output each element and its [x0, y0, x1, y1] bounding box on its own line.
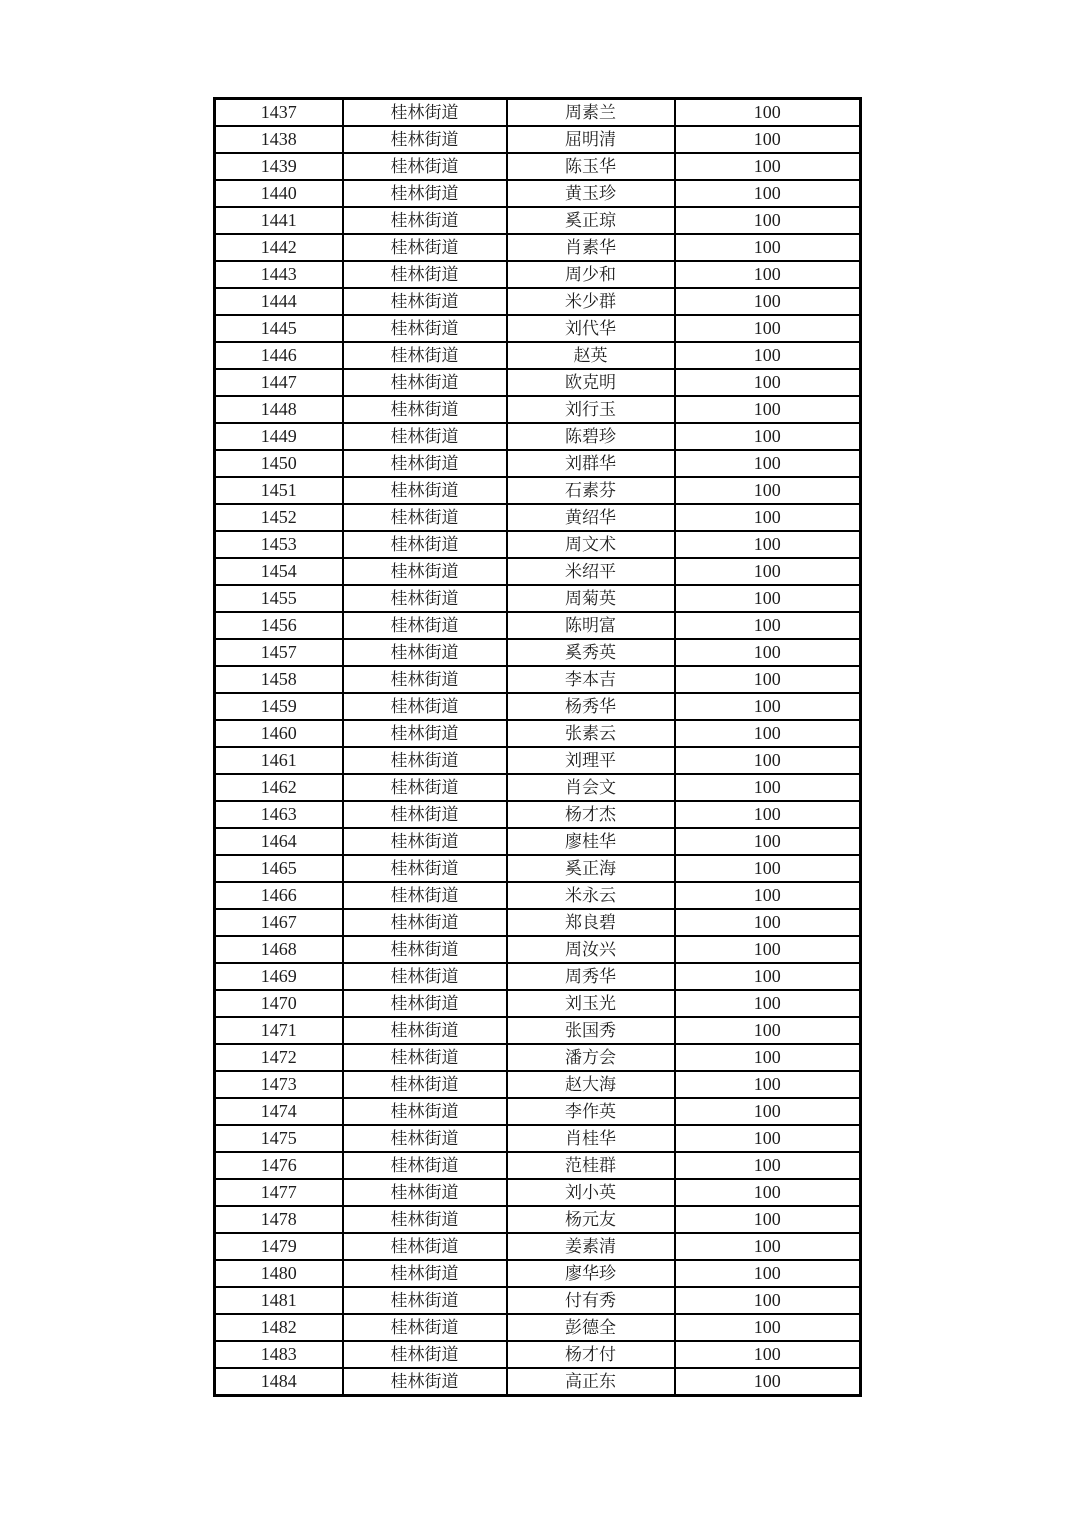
name-cell: 付有秀 [507, 1287, 675, 1314]
table-row [215, 396, 861, 423]
row-number-cell: 1484 [215, 1368, 343, 1396]
score-cell: 100 [675, 990, 861, 1017]
table-row [215, 1125, 861, 1152]
street-cell: 桂林街道 [343, 153, 507, 180]
street-cell: 桂林街道 [343, 747, 507, 774]
name-cell: 刘理平 [507, 747, 675, 774]
score-cell: 100 [675, 1233, 861, 1260]
street-cell: 桂林街道 [343, 855, 507, 882]
roster-table-body [215, 99, 861, 1396]
name-cell: 奚正琼 [507, 207, 675, 234]
name-cell: 刘代华 [507, 315, 675, 342]
table-row [215, 477, 861, 504]
score-cell: 100 [675, 99, 861, 127]
table-row [215, 531, 861, 558]
street-cell: 桂林街道 [343, 720, 507, 747]
row-number-cell: 1461 [215, 747, 343, 774]
table-row [215, 774, 861, 801]
street-cell: 桂林街道 [343, 1179, 507, 1206]
score-cell: 100 [675, 1152, 861, 1179]
table-row [215, 801, 861, 828]
score-cell: 100 [675, 882, 861, 909]
street-cell: 桂林街道 [343, 801, 507, 828]
score-cell: 100 [675, 315, 861, 342]
name-cell: 郑良碧 [507, 909, 675, 936]
name-cell: 潘方会 [507, 1044, 675, 1071]
roster-table [213, 97, 862, 1397]
score-cell: 100 [675, 639, 861, 666]
name-cell: 陈碧珍 [507, 423, 675, 450]
table-row [215, 234, 861, 261]
table-row [215, 585, 861, 612]
name-cell: 肖素华 [507, 234, 675, 261]
score-cell: 100 [675, 936, 861, 963]
name-cell: 周素兰 [507, 99, 675, 127]
row-number-cell: 1447 [215, 369, 343, 396]
table-row [215, 1071, 861, 1098]
table-row [215, 423, 861, 450]
street-cell: 桂林街道 [343, 315, 507, 342]
name-cell: 廖桂华 [507, 828, 675, 855]
street-cell: 桂林街道 [343, 369, 507, 396]
name-cell: 米少群 [507, 288, 675, 315]
score-cell: 100 [675, 531, 861, 558]
row-number-cell: 1454 [215, 558, 343, 585]
row-number-cell: 1452 [215, 504, 343, 531]
table-row [215, 99, 861, 127]
name-cell: 黄玉珍 [507, 180, 675, 207]
name-cell: 周菊英 [507, 585, 675, 612]
street-cell: 桂林街道 [343, 828, 507, 855]
row-number-cell: 1477 [215, 1179, 343, 1206]
row-number-cell: 1462 [215, 774, 343, 801]
table-row [215, 1341, 861, 1368]
table-row [215, 369, 861, 396]
score-cell: 100 [675, 1206, 861, 1233]
row-number-cell: 1448 [215, 396, 343, 423]
street-cell: 桂林街道 [343, 585, 507, 612]
table-row [215, 666, 861, 693]
name-cell: 杨秀华 [507, 693, 675, 720]
score-cell: 100 [675, 234, 861, 261]
street-cell: 桂林街道 [343, 396, 507, 423]
name-cell: 刘小英 [507, 1179, 675, 1206]
table-row [215, 1368, 861, 1396]
row-number-cell: 1444 [215, 288, 343, 315]
table-row [215, 882, 861, 909]
row-number-cell: 1440 [215, 180, 343, 207]
street-cell: 桂林街道 [343, 261, 507, 288]
name-cell: 杨才杰 [507, 801, 675, 828]
street-cell: 桂林街道 [343, 450, 507, 477]
row-number-cell: 1469 [215, 963, 343, 990]
street-cell: 桂林街道 [343, 639, 507, 666]
row-number-cell: 1476 [215, 1152, 343, 1179]
street-cell: 桂林街道 [343, 666, 507, 693]
row-number-cell: 1455 [215, 585, 343, 612]
street-cell: 桂林街道 [343, 909, 507, 936]
score-cell: 100 [675, 963, 861, 990]
street-cell: 桂林街道 [343, 1260, 507, 1287]
street-cell: 桂林街道 [343, 423, 507, 450]
table-row [215, 909, 861, 936]
street-cell: 桂林街道 [343, 477, 507, 504]
street-cell: 桂林街道 [343, 1125, 507, 1152]
score-cell: 100 [675, 1179, 861, 1206]
row-number-cell: 1467 [215, 909, 343, 936]
table-row [215, 180, 861, 207]
name-cell: 周汝兴 [507, 936, 675, 963]
row-number-cell: 1482 [215, 1314, 343, 1341]
table-row [215, 450, 861, 477]
row-number-cell: 1481 [215, 1287, 343, 1314]
row-number-cell: 1473 [215, 1071, 343, 1098]
name-cell: 刘玉光 [507, 990, 675, 1017]
name-cell: 周少和 [507, 261, 675, 288]
table-row [215, 207, 861, 234]
row-number-cell: 1446 [215, 342, 343, 369]
score-cell: 100 [675, 909, 861, 936]
table-row [215, 1233, 861, 1260]
row-number-cell: 1460 [215, 720, 343, 747]
score-cell: 100 [675, 1071, 861, 1098]
name-cell: 陈玉华 [507, 153, 675, 180]
score-cell: 100 [675, 666, 861, 693]
name-cell: 赵英 [507, 342, 675, 369]
table-row [215, 261, 861, 288]
street-cell: 桂林街道 [343, 1017, 507, 1044]
score-cell: 100 [675, 126, 861, 153]
table-row [215, 1206, 861, 1233]
table-row [215, 963, 861, 990]
score-cell: 100 [675, 450, 861, 477]
street-cell: 桂林街道 [343, 1233, 507, 1260]
street-cell: 桂林街道 [343, 882, 507, 909]
row-number-cell: 1479 [215, 1233, 343, 1260]
street-cell: 桂林街道 [343, 531, 507, 558]
name-cell: 杨元友 [507, 1206, 675, 1233]
score-cell: 100 [675, 558, 861, 585]
name-cell: 彭德全 [507, 1314, 675, 1341]
row-number-cell: 1441 [215, 207, 343, 234]
street-cell: 桂林街道 [343, 1368, 507, 1396]
score-cell: 100 [675, 180, 861, 207]
street-cell: 桂林街道 [343, 1314, 507, 1341]
street-cell: 桂林街道 [343, 1287, 507, 1314]
row-number-cell: 1470 [215, 990, 343, 1017]
score-cell: 100 [675, 261, 861, 288]
street-cell: 桂林街道 [343, 288, 507, 315]
score-cell: 100 [675, 774, 861, 801]
name-cell: 周文术 [507, 531, 675, 558]
table-row [215, 828, 861, 855]
name-cell: 奚秀英 [507, 639, 675, 666]
row-number-cell: 1471 [215, 1017, 343, 1044]
score-cell: 100 [675, 693, 861, 720]
row-number-cell: 1458 [215, 666, 343, 693]
row-number-cell: 1465 [215, 855, 343, 882]
name-cell: 陈明富 [507, 612, 675, 639]
name-cell: 米绍平 [507, 558, 675, 585]
street-cell: 桂林街道 [343, 504, 507, 531]
row-number-cell: 1474 [215, 1098, 343, 1125]
table-row [215, 612, 861, 639]
name-cell: 石素芬 [507, 477, 675, 504]
table-row [215, 153, 861, 180]
row-number-cell: 1459 [215, 693, 343, 720]
name-cell: 屈明清 [507, 126, 675, 153]
row-number-cell: 1450 [215, 450, 343, 477]
score-cell: 100 [675, 855, 861, 882]
table-row [215, 639, 861, 666]
name-cell: 张素云 [507, 720, 675, 747]
score-cell: 100 [675, 477, 861, 504]
table-row [215, 1260, 861, 1287]
score-cell: 100 [675, 612, 861, 639]
score-cell: 100 [675, 747, 861, 774]
row-number-cell: 1483 [215, 1341, 343, 1368]
name-cell: 米永云 [507, 882, 675, 909]
table-row [215, 693, 861, 720]
row-number-cell: 1457 [215, 639, 343, 666]
score-cell: 100 [675, 288, 861, 315]
name-cell: 杨才付 [507, 1341, 675, 1368]
table-row [215, 1152, 861, 1179]
score-cell: 100 [675, 1287, 861, 1314]
row-number-cell: 1437 [215, 99, 343, 127]
street-cell: 桂林街道 [343, 1071, 507, 1098]
score-cell: 100 [675, 1341, 861, 1368]
row-number-cell: 1451 [215, 477, 343, 504]
score-cell: 100 [675, 828, 861, 855]
score-cell: 100 [675, 504, 861, 531]
table-row [215, 288, 861, 315]
street-cell: 桂林街道 [343, 180, 507, 207]
table-row [215, 990, 861, 1017]
name-cell: 奚正海 [507, 855, 675, 882]
name-cell: 姜素清 [507, 1233, 675, 1260]
street-cell: 桂林街道 [343, 963, 507, 990]
street-cell: 桂林街道 [343, 936, 507, 963]
table-row [215, 1044, 861, 1071]
name-cell: 刘群华 [507, 450, 675, 477]
name-cell: 欧克明 [507, 369, 675, 396]
street-cell: 桂林街道 [343, 1206, 507, 1233]
street-cell: 桂林街道 [343, 774, 507, 801]
score-cell: 100 [675, 369, 861, 396]
name-cell: 廖华珍 [507, 1260, 675, 1287]
street-cell: 桂林街道 [343, 234, 507, 261]
score-cell: 100 [675, 1125, 861, 1152]
name-cell: 周秀华 [507, 963, 675, 990]
score-cell: 100 [675, 801, 861, 828]
street-cell: 桂林街道 [343, 342, 507, 369]
table-row [215, 855, 861, 882]
row-number-cell: 1445 [215, 315, 343, 342]
row-number-cell: 1478 [215, 1206, 343, 1233]
score-cell: 100 [675, 1044, 861, 1071]
table-row [215, 1287, 861, 1314]
name-cell: 高正东 [507, 1368, 675, 1396]
street-cell: 桂林街道 [343, 693, 507, 720]
row-number-cell: 1472 [215, 1044, 343, 1071]
street-cell: 桂林街道 [343, 1341, 507, 1368]
row-number-cell: 1442 [215, 234, 343, 261]
score-cell: 100 [675, 396, 861, 423]
table-row [215, 720, 861, 747]
row-number-cell: 1466 [215, 882, 343, 909]
score-cell: 100 [675, 720, 861, 747]
table-row [215, 126, 861, 153]
street-cell: 桂林街道 [343, 558, 507, 585]
row-number-cell: 1456 [215, 612, 343, 639]
table-row [215, 1179, 861, 1206]
score-cell: 100 [675, 207, 861, 234]
name-cell: 赵大海 [507, 1071, 675, 1098]
score-cell: 100 [675, 423, 861, 450]
score-cell: 100 [675, 1314, 861, 1341]
score-cell: 100 [675, 1017, 861, 1044]
name-cell: 范桂群 [507, 1152, 675, 1179]
row-number-cell: 1453 [215, 531, 343, 558]
street-cell: 桂林街道 [343, 126, 507, 153]
street-cell: 桂林街道 [343, 99, 507, 127]
table-row [215, 936, 861, 963]
name-cell: 肖会文 [507, 774, 675, 801]
table-row [215, 342, 861, 369]
table-row [215, 315, 861, 342]
name-cell: 刘行玉 [507, 396, 675, 423]
row-number-cell: 1480 [215, 1260, 343, 1287]
row-number-cell: 1449 [215, 423, 343, 450]
name-cell: 李作英 [507, 1098, 675, 1125]
street-cell: 桂林街道 [343, 1044, 507, 1071]
row-number-cell: 1463 [215, 801, 343, 828]
street-cell: 桂林街道 [343, 1152, 507, 1179]
row-number-cell: 1464 [215, 828, 343, 855]
table-row [215, 747, 861, 774]
street-cell: 桂林街道 [343, 990, 507, 1017]
row-number-cell: 1468 [215, 936, 343, 963]
street-cell: 桂林街道 [343, 612, 507, 639]
name-cell: 黄绍华 [507, 504, 675, 531]
table-row [215, 1017, 861, 1044]
table-row [215, 558, 861, 585]
name-cell: 张国秀 [507, 1017, 675, 1044]
score-cell: 100 [675, 153, 861, 180]
score-cell: 100 [675, 585, 861, 612]
name-cell: 肖桂华 [507, 1125, 675, 1152]
row-number-cell: 1443 [215, 261, 343, 288]
score-cell: 100 [675, 1098, 861, 1125]
street-cell: 桂林街道 [343, 207, 507, 234]
row-number-cell: 1438 [215, 126, 343, 153]
street-cell: 桂林街道 [343, 1098, 507, 1125]
score-cell: 100 [675, 342, 861, 369]
score-cell: 100 [675, 1260, 861, 1287]
score-cell: 100 [675, 1368, 861, 1396]
name-cell: 李本吉 [507, 666, 675, 693]
table-row [215, 504, 861, 531]
table-row [215, 1314, 861, 1341]
table-row [215, 1098, 861, 1125]
row-number-cell: 1475 [215, 1125, 343, 1152]
row-number-cell: 1439 [215, 153, 343, 180]
